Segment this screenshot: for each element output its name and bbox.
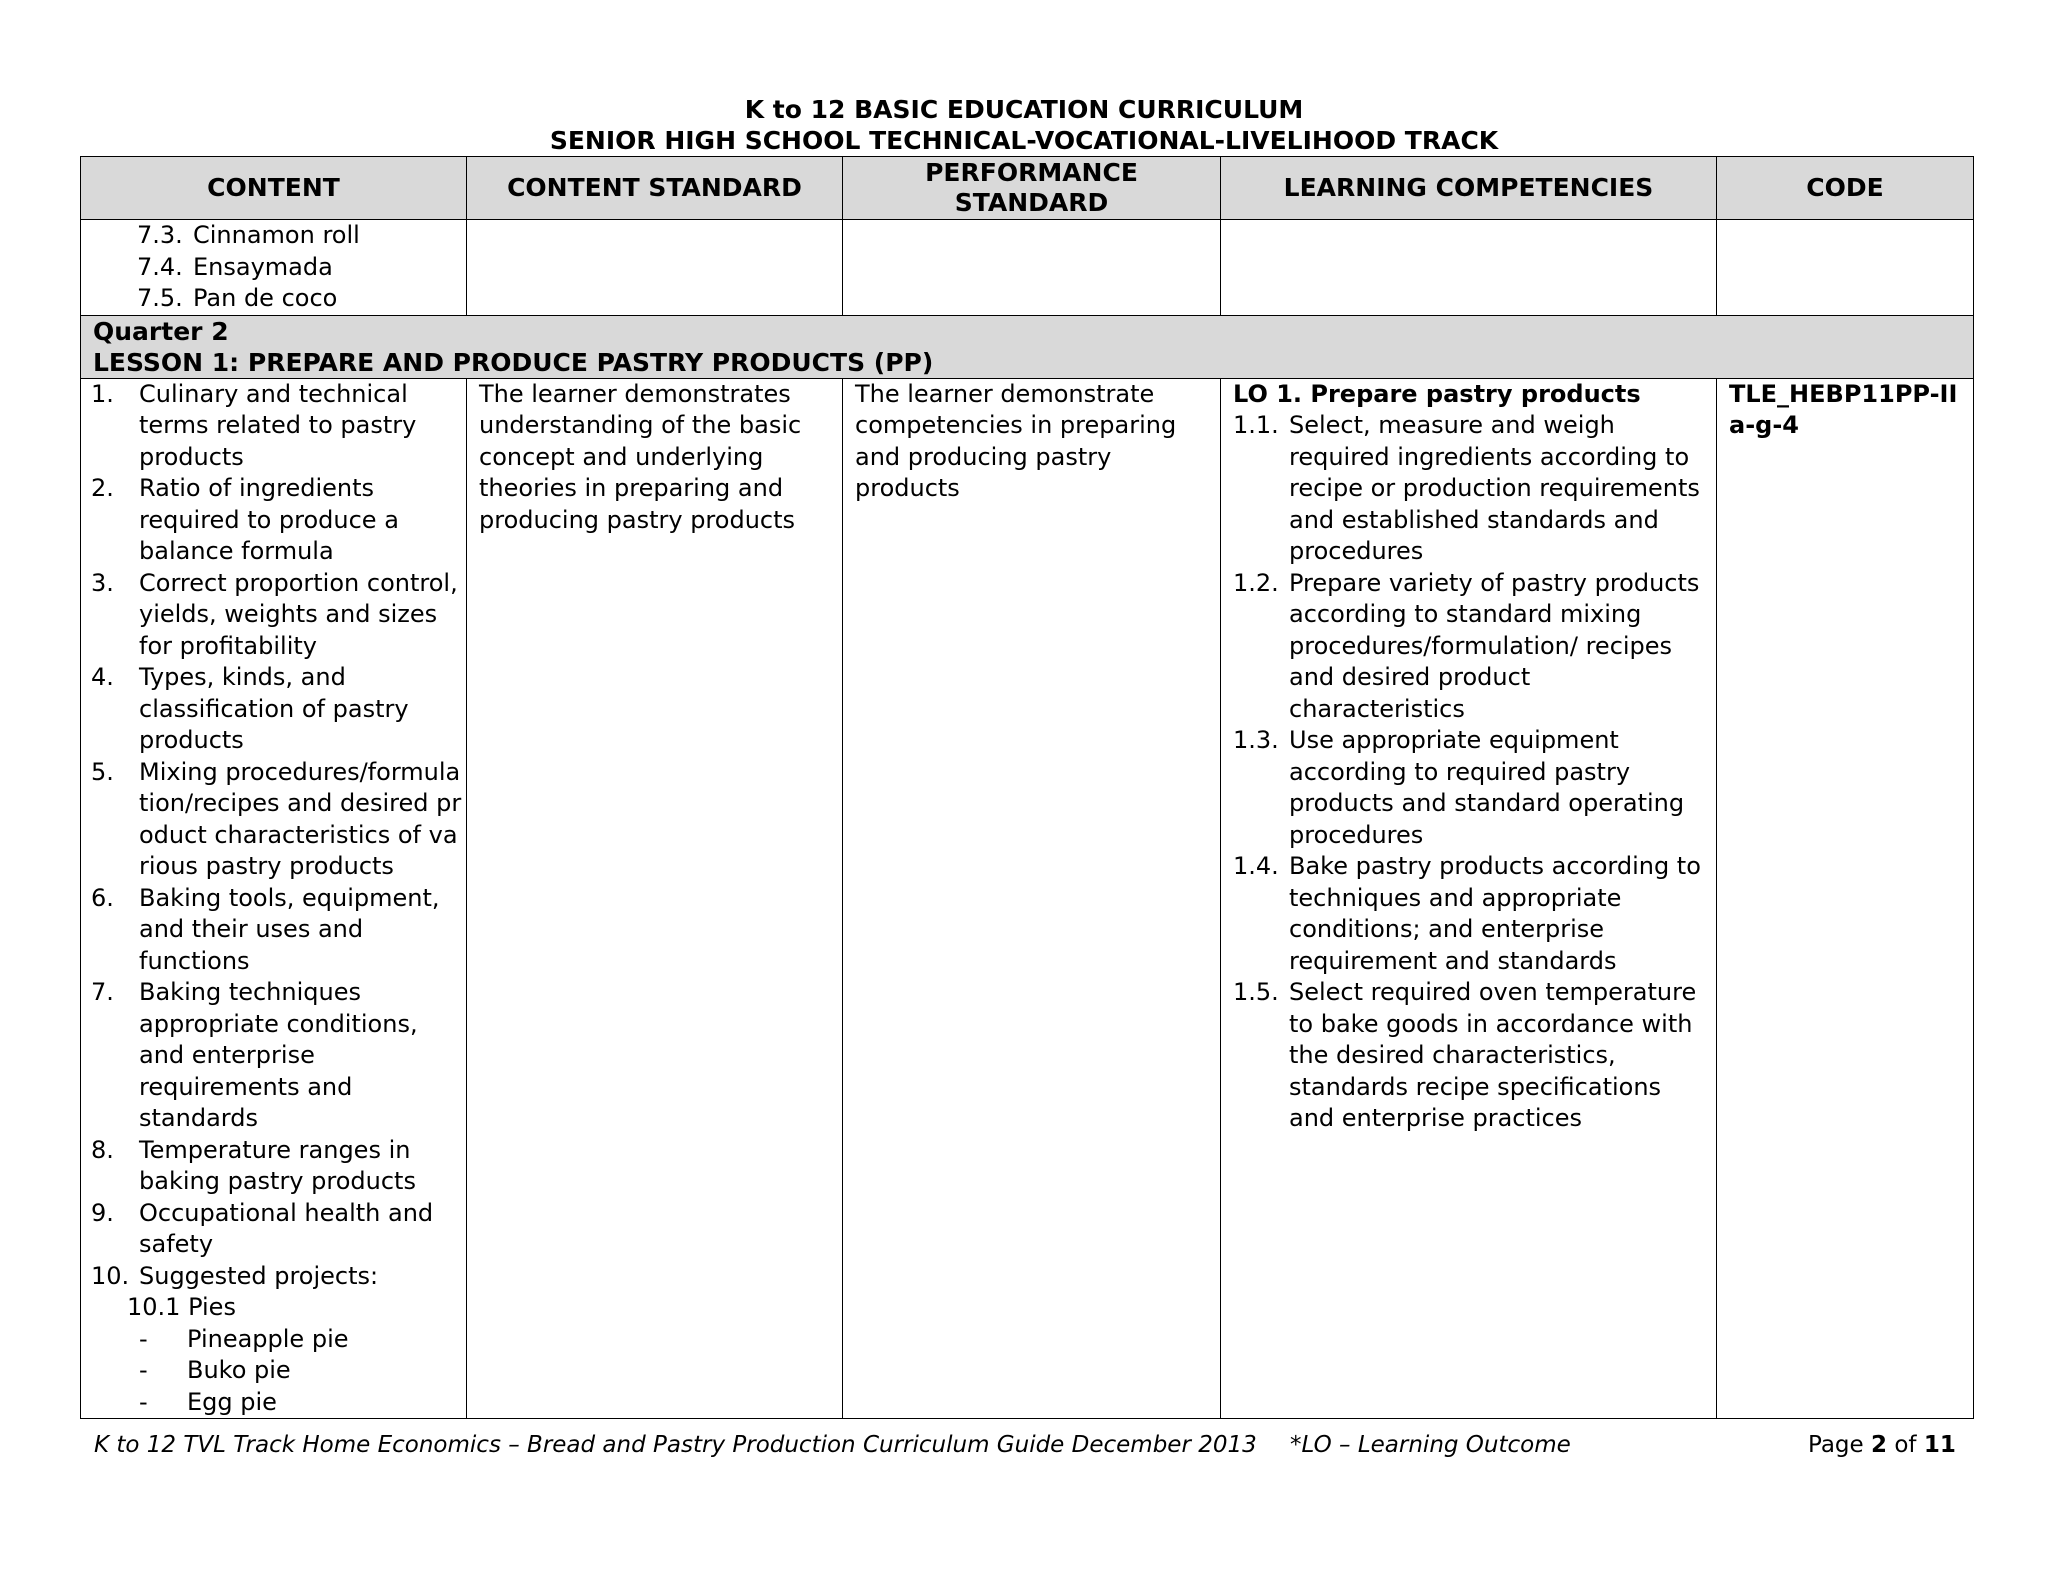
list-item: - Egg pie (139, 1387, 277, 1416)
quarter-label: Quarter 2 (93, 316, 229, 346)
code-cell (1717, 378, 1974, 1419)
quarter-band-row (81, 315, 1974, 378)
list-item: 1.2. Prepare variety of pastry products according to standard mixing procedures/formulation/ recipes and desired product characteristics (1233, 568, 1700, 723)
lesson-title: LESSON 1: PREPARE AND PRODUCE PASTRY PRODUCTS (PP) (93, 347, 934, 377)
footer-document-name: K to 12 TVL Track Home Economics – Bread and Pastry Production Curriculum Guide December 2013 (94, 1432, 1257, 1458)
table-header-row (81, 157, 1974, 220)
column-header-content-standard: CONTENT STANDARD (467, 157, 843, 220)
performance-standard-text: The learner demonstrate competencies in preparing and producing pastry products (855, 379, 1177, 502)
list-item: 4. Types, kinds, and classification of pastry products (91, 663, 409, 754)
curriculum-table (80, 156, 1974, 1419)
list-item: 2. Ratio of ingredients required to produce a balance formula (91, 474, 399, 565)
list-item: 7.5. Pan de coco (137, 284, 338, 312)
list-item: 3. Correct proportion control, yields, weights and sizes for profitability (91, 568, 458, 660)
content-standard-text: The learner demonstrates understanding of the basic concept and underlying theories in preparing and producing pastry products (479, 379, 802, 534)
page-number: Page 2 of 11 (1808, 1432, 1956, 1458)
list-item: - Buko pie (139, 1356, 291, 1384)
list-item: 1.3. Use appropriate equipment according to required pastry products and standard operating procedures (1233, 726, 1685, 849)
list-item: 8. Temperature ranges in baking pastry products (91, 1135, 416, 1195)
quarter-band (81, 315, 1974, 378)
list-item: 7. Baking techniques appropriate conditions, and enterprise requirements and standards (91, 978, 418, 1132)
list-item: 9. Occupational health and safety (91, 1198, 434, 1258)
document-title: K to 12 BASIC EDUCATION CURRICULUM (744, 95, 1304, 124)
column-header-learning-competencies: LEARNING COMPETENCIES (1221, 157, 1717, 220)
list-item: 6. Baking tools, equipment, and their uses and functions (91, 883, 440, 975)
sub-project-label: 10.1 Pies (127, 1293, 236, 1321)
learning-outcome-title: LO 1. Prepare pastry products (1233, 379, 1641, 408)
competency-code: TLE_HEBP11PP-IIa-g-4 (1729, 379, 1958, 439)
continued-content-cell (81, 220, 467, 316)
list-item: 1.1. Select, measure and weigh required ingredients according to recipe or production requirements and established standards and procedures (1233, 411, 1700, 565)
list-item: 7.4. Ensaymada (137, 252, 333, 281)
list-item: - Pineapple pie (139, 1324, 349, 1353)
column-header-performance-standard: PERFORMANCE STANDARD (843, 157, 1221, 220)
table-row (81, 220, 1974, 316)
list-item: 5. Mixing procedures/formulation/recipes and desired product characteristics of various pastry products (91, 757, 462, 880)
empty-cell (467, 220, 843, 316)
content-cell (81, 378, 467, 1419)
performance-standard-cell (843, 378, 1221, 1419)
list-item: 1.5. Select required oven temperature to bake goods in accordance with the desired characteristics, standards recipe specifications and enterprise practices (1233, 978, 1697, 1132)
list-item: 1. Culinary and technical terms related to pastry products (91, 379, 417, 471)
document-subtitle: SENIOR HIGH SCHOOL TECHNICAL-VOCATIONAL-LIVELIHOOD TRACK (549, 126, 1499, 155)
table-row (81, 378, 1974, 1419)
list-item: 7.3. Cinnamon roll (137, 221, 360, 249)
footer-lo-note: *LO – Learning Outcome (1290, 1432, 1571, 1458)
empty-cell (1717, 220, 1974, 316)
column-header-code: CODE (1717, 157, 1974, 220)
empty-cell (843, 220, 1221, 316)
column-header-content: CONTENT (81, 157, 467, 220)
content-standard-cell (467, 378, 843, 1419)
empty-cell (1221, 220, 1717, 316)
learning-competencies-cell (1221, 378, 1717, 1419)
list-item: 1.4. Bake pastry products according to techniques and appropriate conditions; and enterprise requirement and standards (1233, 852, 1701, 975)
list-item: 10. Suggested projects: (91, 1261, 379, 1290)
